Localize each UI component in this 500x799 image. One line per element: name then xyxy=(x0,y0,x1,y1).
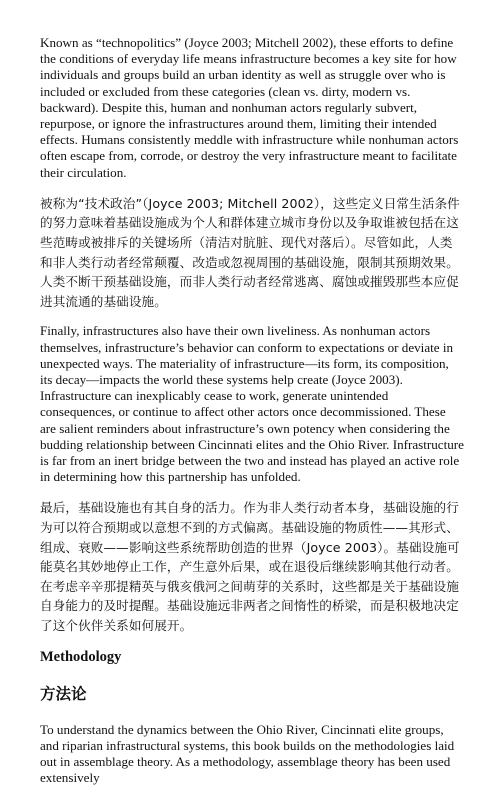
section-heading-zh: 方法论 xyxy=(40,684,87,703)
paragraph-technopolitics-en: Known as “technopolitics” (Joyce 2003; Mitchell 2002), these efforts to define the conditions of everyday life means infrastructure becomes a key site for how individuals and groups build an urban identity as well as struggle over who is included or excluded from these categories (clean vs. dirty, modern vs. backward). Despite this, human and nonhuman actors regularly subvert, repurpose, or ignore the infrastructures around them, limiting their intended effects. Humans consistently meddle with infrastructure while nonhuman actors often escape from, corrode, or destroy the very infrastructure meant to facilitate their circulation. xyxy=(40,35,459,180)
paragraph-technopolitics-zh: 被称为“技术政治”（Joyce 2003; Mitchell 2002），这些定义日常生活条件的努力意味着基础设施成为个人和群体建立城市身份以及争取谁被包括在这些范畴或被排斥的关键场所（清洁对肮脏、现代对落后）。尽管如此，人类和非人类行动者经常颠覆、改造或忽视周围的基础设施，限制其预期效果。人类不断干预基础设施，而非人类行动者经常逃离、腐蚀或摧毁那些本应促进其流通的基础设施。 xyxy=(40,195,460,309)
paragraph-liveliness-en: Finally, infrastructures also have their own liveliness. As nonhuman actors themselves, infrastructure’s behavior can conform to expectations or deviate in unexpected ways. The materiality of infrastructure—its form, its composition, its decay—impacts the world these systems help create (Joyce 2003). Infrastructure can inexplicably cease to work, generate unintended consequences, or continue to affect other actors once decommissioned. These are salient reminders about infrastructure’s own potency when considering the budding relationship between Cincinnati elites and the Ohio River. Infrastructure is far from an inert bridge between the two and instead has played an active role in determining how this partnership has unfolded. xyxy=(40,323,464,485)
document-page xyxy=(40,35,464,799)
section-heading-en: Methodology xyxy=(40,648,122,665)
paragraph-methodology-en: To understand the dynamics between the Ohio River, Cincinnati elite groups, and riparian infrastructural systems, this book builds on the methodologies laid out in assemblage theory. As a methodology, assemblage theory has been used extensively xyxy=(40,721,455,786)
paragraph-liveliness-zh: 最后，基础设施也有其自身的活力。作为非人类行动者本身，基础设施的行为可以符合预期或以意想不到的方式偏离。基础设施的物质性——其形式、组成、衰败——影响这些系统帮助创造的世界（Joyce 2003）。基础设施可能莫名其妙地停止工作，产生意外后果，或在退役后继续影响其他行动者。在考虑辛辛那提精英与俄亥俄河之间萌芽的关系时，这些都是关于基础设施自身能力的及时提醒。基础设施远非两者之间惰性的桥梁，而是积极地决定了这个伙伴关系如何展开。 xyxy=(40,500,460,633)
